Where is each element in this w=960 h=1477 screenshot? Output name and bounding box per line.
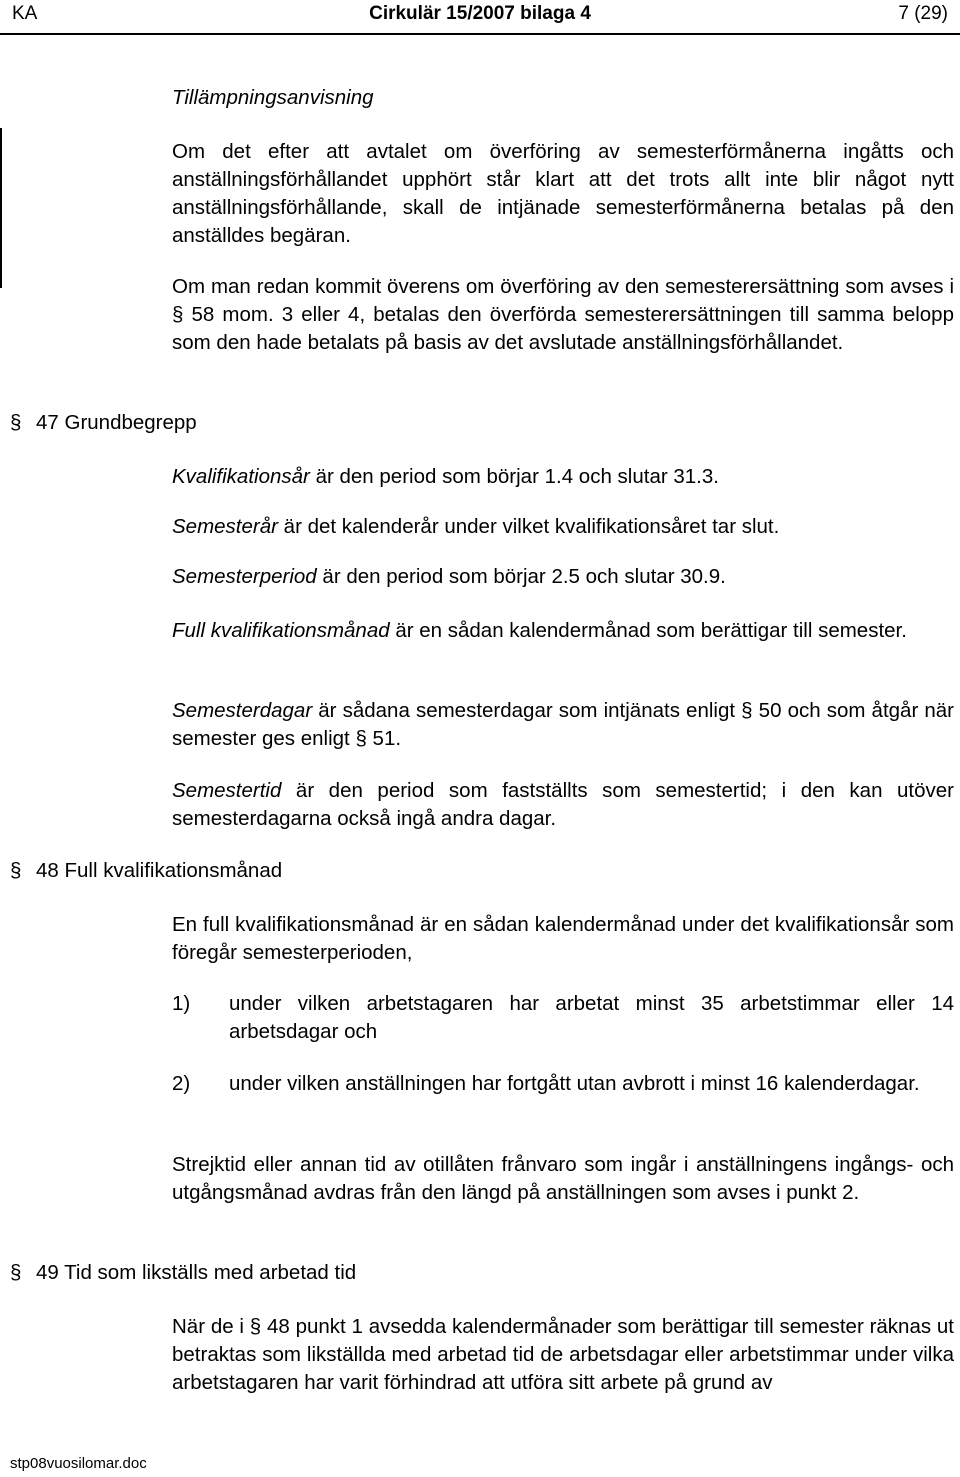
- section-48-intro: En full kvalifikationsmånad är en sådan kalendermånad under det kvalifikationsår som föregår semesterperioden,: [172, 913, 954, 964]
- section-sign: §: [10, 411, 22, 434]
- list-item-text: under vilken anställningen har fortgått utan avbrott i minst 16 kalenderdagar.: [229, 1072, 920, 1095]
- section-sign: §: [10, 1261, 22, 1284]
- section-47-heading: [10, 409, 197, 437]
- definition-text: är det kalenderår under vilket kvalifikationsåret tar slut.: [277, 515, 780, 538]
- section-47-title: 47 Grundbegrepp: [36, 411, 197, 434]
- margin-change-bar: [0, 128, 2, 288]
- definition-kvalifikationsar: [172, 463, 954, 491]
- definition-semesterar: [172, 513, 954, 541]
- definition-term: Kvalifikationsår: [172, 465, 310, 488]
- application-paragraph-1: Om det efter att avtalet om överföring av semesterförmånerna ingåtts och anställningsförhållandet upphört står klart att det trots allt inte blir något nytt anställningsförhållande, skall de intjänade semesterförmånerna betalas på den anställdes begäran.: [172, 140, 954, 247]
- header-org: KA: [12, 3, 38, 24]
- definition-term: Semesterperiod: [172, 565, 317, 588]
- definition-semesterperiod: [172, 563, 954, 591]
- definition-full-kvalifikationsmanad: [172, 617, 954, 645]
- application-heading: [172, 84, 954, 112]
- section-48-outro: Strejktid eller annan tid av otillåten frånvaro som ingår i anställningens ingångs- och utgångsmånad avdras från den längd på anställningen som avses i punkt 2.: [172, 1153, 954, 1204]
- definition-text: är sådana semesterdagar som intjänats enligt § 50 och som åtgår när semester ges enligt § 51.: [172, 699, 954, 750]
- definition-text: är den period som börjar 1.4 och slutar 31.3.: [309, 465, 719, 488]
- definition-term: Full kvalifikationsmånad: [172, 619, 390, 642]
- section-48-title: 48 Full kvalifikationsmånad: [36, 859, 283, 882]
- list-item-1: [0, 990, 960, 1050]
- definition-semesterdagar: [172, 697, 954, 753]
- definition-term: Semesterår: [172, 515, 278, 538]
- section-49-title: 49 Tid som likställs med arbetad tid: [36, 1261, 357, 1284]
- section-49-paragraph: När de i § 48 punkt 1 avsedda kalendermånader som berättigar till semester räknas ut betraktas som likställda med arbetad tid de arbetsdagar eller arbetstimmar under vilka arbetstagaren har varit förhindrad att utföra sitt arbete på grund av: [172, 1315, 954, 1394]
- list-item-number: 2): [172, 1072, 191, 1095]
- list-item-2: [0, 1070, 960, 1130]
- definition-semestertid: [172, 777, 954, 833]
- footer-filename: stp08vuosilomar.doc: [10, 1455, 147, 1472]
- header-title: Cirkulär 15/2007 bilaga 4: [369, 3, 591, 24]
- section-49-heading: [10, 1259, 356, 1287]
- list-item-text: under vilken arbetstagaren har arbetat minst 35 arbetstimmar eller 14 arbetsdagar och: [229, 992, 954, 1043]
- page-number: 7 (29): [898, 3, 948, 24]
- application-heading-text: Tillämpningsanvisning: [172, 86, 374, 109]
- definition-term: Semestertid: [172, 779, 282, 802]
- section-48-heading: [10, 857, 282, 885]
- definition-text: är den period som fastställts som semestertid; i den kan utöver semesterdagarna också ingå andra dagar.: [172, 779, 954, 830]
- header-rule: [0, 33, 960, 35]
- list-item-number: 1): [172, 992, 191, 1015]
- application-paragraph-2: Om man redan kommit överens om överföring av den semesterersättning som avses i § 58 mom. 3 eller 4, betalas den överförda semesterersättningen till samma belopp som den hade betalats på basis av det avslutade anställningsförhållandet.: [172, 275, 954, 354]
- definition-text: är en sådan kalendermånad som berättigar till semester.: [389, 619, 907, 642]
- section-sign: §: [10, 859, 22, 882]
- definition-term: Semesterdagar: [172, 699, 313, 722]
- definition-text: är den period som börjar 2.5 och slutar 30.9.: [316, 565, 726, 588]
